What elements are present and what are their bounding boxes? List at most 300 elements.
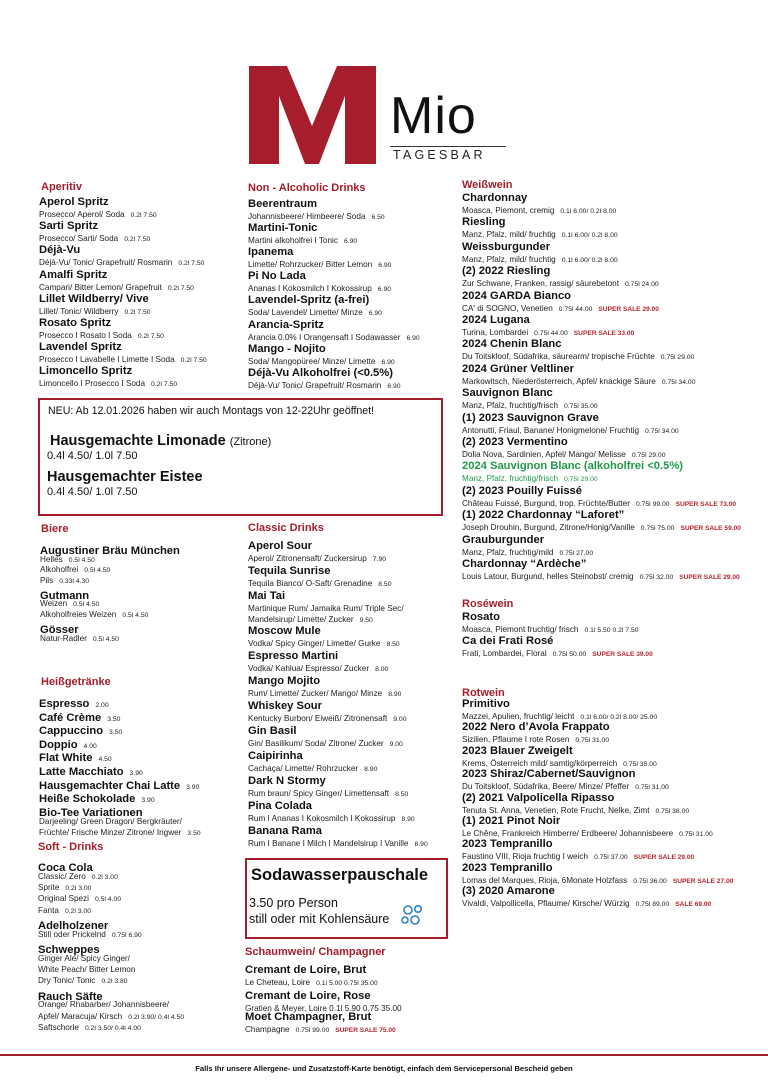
item-description	[39, 378, 177, 390]
item-price: 0.2l 7.50	[124, 236, 151, 244]
item-name: Bio-Tee Variationen	[39, 806, 143, 819]
item-name: Sarti Spritz	[39, 220, 99, 233]
item-price: 0.75l 36.00	[633, 877, 667, 885]
item-price: 0.75l 37.00	[594, 854, 628, 862]
item-description	[462, 278, 659, 290]
menu-item	[462, 862, 733, 887]
item-description-text: White Peach/ Bitter Lemon	[38, 964, 136, 974]
item-description	[40, 633, 119, 645]
item-name: 2024 Sauvignon Blanc (alkoholfrei <0.5%)	[462, 460, 684, 473]
item-description	[248, 603, 404, 614]
item-name: Lavendel Spritz	[39, 341, 122, 354]
item-description	[38, 893, 121, 905]
item-name: Amalfi Spritz	[39, 268, 108, 281]
item-price: 0.75l 44.00	[558, 305, 593, 313]
item-price: 0.75l 75.00	[640, 525, 675, 533]
menu-item	[248, 800, 415, 825]
item-price: 3.50	[187, 830, 201, 838]
item-name: Augustiner Bräu München	[40, 545, 180, 557]
item-price: 0.75l 35.00	[564, 403, 598, 411]
item-description-text: Dry Tonic/ Tonic	[38, 976, 96, 986]
menu-item	[248, 222, 357, 247]
item-sale-price: SUPER SALE 59.00	[680, 525, 741, 533]
item-price: 0.1l 5.50 0.2l 7.50	[584, 627, 639, 634]
item-description	[462, 254, 618, 266]
item-price: 0.2l 7.50	[124, 308, 151, 316]
section-title-weisswein: Weißwein	[462, 179, 513, 191]
item-description-text: Prosecco/ Aperol/ Soda	[39, 210, 125, 219]
item-price: 0.75l 6.90	[111, 931, 142, 939]
item-description	[462, 229, 618, 241]
section-title-heiss: Heißgetränke	[41, 676, 111, 688]
item-description	[462, 205, 616, 217]
item-sale-price: SUPER SALE 29.00	[679, 574, 740, 581]
item-name: Déjà-Vu	[39, 244, 81, 257]
item-name: (1) 2023 Sauvignon Grave	[462, 411, 599, 424]
item-name: Ipanema	[248, 246, 294, 259]
item-price: 8.90	[364, 766, 378, 773]
eistee-price: 0.4l 4.50/ 1.0l 7.50	[47, 486, 138, 498]
menu-item	[248, 246, 391, 271]
item-description-text: Martini alkoholfrei I Tonic	[248, 236, 338, 246]
item-description-text: Manz, Pfalz, fruchtig/mild	[462, 547, 554, 557]
item-price: 0.2l 7.50	[130, 212, 157, 219]
item-price: 2.00	[95, 702, 109, 709]
item-name: Hausgemachter Chai Latte	[39, 779, 181, 792]
item-price: 0.75l 29.00	[631, 452, 666, 459]
item-description	[248, 713, 407, 725]
item-name: 2023 Tempranillo	[462, 861, 553, 874]
menu-item	[462, 721, 610, 746]
item-description	[462, 303, 659, 315]
item-description	[248, 688, 401, 700]
item-description-text: Mazzei, Apulien, fruchtig/ leicht	[462, 712, 575, 721]
item-name: 2023 Blauer Zweigelt	[462, 744, 573, 757]
item-description-text: Aperol/ Zitronensaft/ Zuckersirup	[248, 554, 367, 563]
menu-item	[462, 192, 616, 217]
menu-item	[39, 341, 207, 366]
item-description	[462, 547, 593, 559]
item-name: Déjà-Vu Alkoholfrei (<0.5%)	[248, 366, 393, 379]
menu-item	[462, 768, 669, 793]
item-description	[39, 282, 194, 294]
item-description-text: Weizen	[40, 599, 68, 609]
item-price: 4.00	[83, 742, 97, 750]
menu-item	[248, 198, 385, 223]
item-description-text: Prosecco/ Sarti/ Soda	[39, 234, 119, 244]
item-description	[248, 380, 401, 392]
item-price: 6.50	[371, 214, 385, 221]
item-description	[38, 975, 128, 987]
menu-item	[248, 675, 401, 700]
item-sale-price: SUPER SALE 33.00	[573, 330, 635, 337]
item-price: 0.2l 3.00	[65, 884, 92, 892]
item-name: Rosato Spritz	[39, 317, 112, 329]
item-price: 9.00	[393, 716, 407, 723]
item-description	[462, 400, 598, 412]
item-price: 9.50	[359, 617, 373, 624]
item-price: 0.1l 5.00 0.75l 35.00	[316, 980, 378, 987]
item-description-text: CA' di SOGNO, Venetien	[462, 303, 553, 313]
item-price: 8.90	[388, 691, 402, 698]
item-description	[248, 578, 391, 590]
item-description-text: Campari/ Bitter Lemon/ Grapefruit	[39, 282, 162, 292]
item-price: 0.75l 27.00	[559, 549, 594, 557]
menu-item	[39, 220, 150, 245]
item-price: 0.75l 50.00	[552, 650, 587, 658]
item-description	[38, 1022, 141, 1034]
menu-subitem	[38, 893, 121, 905]
menu-item	[248, 750, 377, 775]
menu-item	[39, 269, 194, 294]
section-title-soft: Soft - Drinks	[38, 841, 104, 853]
section-title-biere: Biere	[41, 523, 69, 535]
item-description-text: Antonutti, Friaul, Banane/ Honigmelone/ Fruchtig	[462, 425, 640, 435]
item-name: Heiße Schokolade	[39, 793, 136, 806]
section-title-non-alcoholic: Non - Alcoholic Drinks	[248, 182, 366, 194]
item-name: (2) 2022 Riesling	[462, 265, 551, 278]
item-description-text: Orange/ Rhabarber/ Johannisbeere/	[38, 1000, 170, 1010]
item-price: 9.00	[389, 741, 403, 748]
brand-name: Mio	[390, 87, 477, 145]
item-name: Espresso Martini	[248, 650, 339, 662]
item-description	[248, 663, 388, 675]
item-description-text: Faustino VIII, Rioja fruchtig I weich	[462, 852, 589, 862]
item-description	[462, 498, 736, 510]
item-sale-price: SUPER SALE 75.00	[335, 1027, 396, 1034]
menu-subitem	[38, 1011, 184, 1023]
item-description-text: Manz, Pfalz, fruchtig/frisch	[462, 474, 559, 484]
item-description-text: Original Spezi	[38, 894, 89, 904]
menu-subitem	[39, 827, 201, 839]
item-name: Riesling	[462, 216, 506, 229]
item-price: 0.5l 4.50	[122, 612, 149, 620]
item-description	[38, 871, 118, 883]
item-name: Moet Champagner, Brut	[245, 1011, 372, 1023]
menu-item	[248, 367, 401, 392]
menu-item	[462, 815, 713, 840]
menu-subitem	[38, 964, 135, 975]
item-name: Café Crème	[39, 711, 102, 724]
item-price: 4.50	[98, 756, 112, 764]
menu-item	[462, 241, 618, 266]
item-name: Mai Tai	[248, 590, 286, 602]
item-description	[39, 330, 164, 342]
menu-item	[462, 635, 653, 660]
item-price: 0.2l 7.50	[167, 284, 194, 292]
item-description-text: Johannisbeere/ Himbeere/ Soda	[248, 212, 366, 221]
menu-item	[462, 838, 694, 863]
menu-item	[462, 534, 593, 559]
item-name: Gösser	[40, 624, 79, 636]
item-description-text: Turina, Lombardei	[462, 328, 529, 337]
menu-item	[248, 775, 408, 800]
item-name: Chardonnay	[462, 192, 528, 204]
item-description-text: Kentucky Burbon/ Eiweiß/ Zitronensaft	[248, 714, 388, 723]
menu-item	[248, 650, 388, 675]
section-title-rosewein: Roséwein	[462, 598, 514, 610]
item-name: Latte Macchiato	[39, 766, 124, 778]
menu-item	[462, 290, 659, 315]
item-description	[39, 257, 204, 269]
item-price: 0.2l 7.50	[137, 333, 164, 340]
menu-item	[462, 509, 741, 534]
menu-subitem	[38, 975, 128, 987]
item-description	[39, 233, 150, 245]
menu-item	[462, 611, 639, 636]
item-description	[39, 354, 207, 366]
item-name: Espresso	[39, 698, 90, 710]
item-description-text: Moasca, Piemont, cremig	[462, 206, 555, 215]
item-name: 2022 Nero d’Avola Frappato	[462, 721, 610, 734]
item-description-text: Prosecco I Lavabelle I Limette I Soda	[39, 355, 175, 365]
menu-item	[248, 700, 407, 725]
menu-item	[462, 387, 598, 412]
item-name: Tequila Sunrise	[248, 565, 331, 577]
item-price: 6.90	[406, 334, 420, 342]
item-description-text: Soda/ Lavendel/ Limette/ Minze	[248, 308, 363, 318]
item-price: 0.5l 4.50	[84, 567, 111, 575]
item-description	[462, 648, 653, 660]
item-name: Coca Cola	[38, 862, 93, 874]
item-description-text: Manz, Pfalz, mild/ fruchtig	[462, 230, 556, 240]
brand-logo-m	[249, 66, 376, 164]
item-price: 8.50	[378, 581, 392, 588]
item-description	[38, 882, 91, 894]
item-description	[39, 209, 157, 221]
item-description-text: Tequila Bianco/ O-Saft/ Grenadine	[248, 579, 373, 588]
item-description-text: Château Fuissé, Burgund, trop. Früchte/Butter	[462, 498, 630, 508]
item-description-text: Krems, Österreich mild/ samtig/körperreich	[462, 758, 618, 768]
menu-item	[39, 317, 164, 342]
item-price: 0.75l 44.00	[534, 330, 568, 337]
item-description-text: Arancia 0.0% I Orangensaft I Sodawasser	[248, 332, 401, 342]
menu-item	[245, 964, 378, 989]
item-description-text: Tenuta St. Anna, Venetien, Rote Frucht, Nelke, Zimt	[462, 805, 650, 815]
menu-item	[462, 216, 618, 241]
soda-price: 3.50 pro Person	[249, 896, 338, 910]
item-price: 0.5l 4.00	[94, 896, 122, 904]
item-price: 0.75l 29.00	[564, 476, 598, 484]
item-description-text: Limoncello I Prosecco I Soda	[39, 379, 146, 389]
item-price: 8.50	[386, 641, 400, 648]
item-description	[462, 351, 694, 363]
item-description-text: Limette/ Rohrzucker/ Bitter Lemon	[248, 260, 373, 270]
item-name: Caipirinha	[248, 750, 303, 762]
item-name: Grauburgunder	[462, 533, 545, 546]
bubbles-icon	[400, 904, 428, 926]
item-price: 8.50	[395, 791, 409, 798]
item-price: 0.2l 7.50	[151, 381, 178, 389]
eistee-title: Hausgemachter Eistee	[47, 469, 203, 485]
item-name: (2) 2023 Vermentino	[462, 436, 568, 448]
menu-item	[39, 244, 204, 269]
item-price: 0.2l 7.50	[180, 357, 207, 365]
item-name: Adelholzener	[38, 920, 109, 933]
item-price: 8.90	[414, 841, 428, 848]
menu-subitem	[38, 871, 118, 883]
item-name: 2024 Chenin Blanc	[462, 338, 562, 351]
item-name: Arancia-Spritz	[248, 318, 324, 331]
item-description	[462, 449, 665, 461]
item-description	[245, 977, 378, 989]
item-price: 0.75l 38.00	[655, 807, 690, 815]
item-name: Aperol Sour	[248, 540, 313, 552]
menu-item	[462, 792, 689, 817]
item-price: 0.2l 3.00	[91, 873, 118, 881]
item-name: 2023 Shiraz/Cabernet/Sauvignon	[462, 768, 636, 781]
item-description	[462, 425, 679, 437]
section-title-aperitiv: Aperitiv	[41, 181, 82, 193]
item-description-text: Fanta	[38, 905, 59, 915]
item-name: Limoncello Spritz	[39, 365, 133, 378]
item-description-text: Le Cheteau, Loire	[245, 978, 311, 987]
item-price: 3.50	[109, 729, 123, 737]
item-description-text-2: Mandelsirup/ Limette/ Zucker	[248, 615, 354, 624]
item-description	[38, 929, 142, 941]
item-price: 3.90	[129, 770, 143, 777]
item-name: Flat White	[39, 752, 93, 765]
item-name: Doppio	[39, 738, 78, 751]
menu-item	[462, 338, 694, 363]
item-description-text: Frati, Lombardei, Floral	[462, 648, 547, 658]
item-description-text: Zur Schwane, Franken, rassig/ säurebetont	[462, 279, 620, 289]
item-description	[248, 553, 386, 565]
section-title-rotwein: Rotwein	[462, 687, 505, 699]
section-title-schaumwein: Schaumwein/ Champagner	[245, 946, 386, 958]
item-sale-price: SUPER SALE 73.00	[675, 500, 737, 508]
item-description-text: Alkoholfreies Weizen	[40, 610, 117, 620]
item-description-text: Saftschorle	[38, 1023, 79, 1032]
item-name: Ca dei Frati Rosé	[462, 634, 554, 647]
item-description	[462, 522, 741, 534]
item-description	[462, 898, 711, 910]
item-sale-price: SALE 69.00	[675, 901, 712, 909]
item-description-text: Vivaldi, Valpollicella, Pflaume/ Kirsche/ Würzig	[462, 899, 630, 909]
item-name: Primitivo	[462, 698, 510, 710]
item-name: Lillet Wildberry/ Vive	[39, 292, 149, 305]
item-price: 6.90	[387, 382, 401, 390]
item-name: Aperol Spritz	[39, 196, 109, 208]
item-description-text: Le Chêne, Frankreich Himberre/ Erdbeere/ Johannisbeere	[462, 829, 674, 838]
menu-item	[248, 565, 391, 590]
item-description	[248, 738, 403, 750]
item-description-text: Louis Latour, Burgund, helles Steinobst/ cremig	[462, 572, 634, 581]
item-description	[248, 788, 408, 800]
menu-item	[462, 412, 679, 437]
menu-item	[248, 625, 400, 650]
item-sale-price: SUPER SALE 27.00	[672, 877, 734, 885]
menu-item	[39, 365, 177, 390]
item-name: (2) 2021 Valpolicella Ripasso	[462, 791, 615, 804]
item-price: 0.5l 4.50	[73, 601, 100, 609]
brand-rule	[390, 146, 506, 147]
item-name: Gutmann	[40, 589, 90, 602]
item-description-text: Ginger Ale/ Spicy Ginger/	[38, 953, 130, 963]
item-description-text: Sizilien, Pflaume I rote Rosen	[462, 735, 570, 745]
menu-subitem	[39, 816, 182, 827]
item-name: Dark N Stormy	[248, 775, 326, 787]
item-price: 0.75l 34.00	[661, 378, 696, 386]
item-description	[248, 838, 428, 850]
item-price: 0.75l 32.00	[639, 574, 674, 581]
menu-item	[248, 319, 420, 344]
menu-item	[39, 196, 157, 221]
item-price: 3.90	[141, 797, 155, 805]
soda-note: still oder mit Kohlensäure	[249, 912, 390, 926]
menu-item	[248, 540, 386, 565]
item-description-text: Déjà-Vu/ Tonic/ Grapefruit/ Rosmarin	[248, 380, 382, 390]
limonade-subtitle: (Zitrone)	[229, 436, 272, 448]
item-sale-price: SUPER SALE 29.00	[598, 305, 659, 313]
item-name: (1) 2021 Pinot Noir	[462, 815, 561, 827]
item-price: 6.90	[381, 358, 395, 366]
footer-rule	[0, 1054, 768, 1056]
item-name: Lavendel-Spritz (a-frei)	[248, 294, 370, 307]
item-description-text: Lomas del Marques, Rioja, 6Monate Holzfass	[462, 875, 628, 885]
item-price: 0.75l 31.00	[679, 831, 713, 838]
soda-title: Sodawasserpauschale	[251, 866, 429, 884]
item-description	[462, 473, 683, 485]
item-description-text: Rum braun/ Spicy Ginger/ Limettensaft	[248, 789, 390, 798]
menu-subitem	[38, 1022, 141, 1034]
item-name: Martini-Tonic	[248, 222, 318, 235]
item-description-text: Ananas I Kokosmilch I Kokossirup	[248, 284, 372, 294]
menu-subitem	[38, 905, 91, 917]
menu-item	[248, 725, 403, 750]
item-name: Whiskey Sour	[248, 700, 322, 712]
item-description-text: Vodka/ Kahlua/ Espresso/ Zucker	[248, 664, 370, 673]
item-sale-price: SUPER SALE 39.00	[592, 650, 653, 658]
item-price: 0.2l 3.80	[101, 978, 128, 986]
item-name: Moscow Mule	[248, 625, 321, 637]
item-description	[245, 1024, 396, 1036]
item-description	[462, 571, 740, 583]
item-name: 2023 Tempranillo	[462, 838, 553, 851]
menu-item	[248, 343, 395, 368]
item-name: (2) 2023 Pouilly Fuissé	[462, 484, 583, 497]
item-price: 0.75l 35.00	[623, 760, 657, 768]
menu-item	[462, 745, 657, 770]
item-price: 0.75l 99.00	[635, 500, 670, 508]
section-title-classic: Classic Drinks	[248, 522, 324, 534]
item-description-text: Joseph Drouhin, Burgund, Zitrone/Honig/Vanille	[462, 523, 635, 533]
item-description-text: Gin/ Basilikum/ Soda/ Zitrone/ Zucker	[248, 739, 384, 748]
item-name: Schweppes	[38, 944, 100, 956]
item-price: 0.5l 4.50	[92, 635, 119, 643]
item-description-text: Apfel/ Maracuja/ Kirsch	[38, 1011, 123, 1021]
item-name: Cappuccino	[39, 725, 104, 738]
menu-item	[245, 1011, 396, 1036]
item-name: (3) 2020 Amarone	[462, 885, 555, 898]
item-description	[248, 763, 377, 775]
item-description-text: Darjeeling/ Green Dragon/ Bergkräuter/	[39, 817, 182, 827]
item-description-text: Pils	[40, 576, 54, 586]
item-name: Cremant de Loire, Brut	[245, 964, 367, 976]
menu-subitem	[38, 953, 130, 964]
item-description-text: Natur-Radler	[40, 633, 87, 643]
item-description-text: Du Toitskloof, Südafrika, Beere/ Minze/ Pfeffer	[462, 782, 630, 792]
menu-item	[462, 460, 683, 485]
item-description-text: Cachaça/ Limette/ Rohrzucker	[248, 764, 359, 773]
opening-notice: NEU: Ab 12.01.2026 haben wir auch Montags von 12-22Uhr geöffnet!	[48, 405, 375, 417]
item-price: 0.2l 3.00	[64, 907, 92, 915]
item-price: 0.2l 7.50	[178, 260, 205, 268]
item-price: 6.90	[343, 238, 358, 246]
menu-item	[462, 698, 657, 723]
menu-item	[462, 558, 740, 583]
item-price: 0.2l 3.50/ 0.4l 4.00	[84, 1025, 141, 1032]
